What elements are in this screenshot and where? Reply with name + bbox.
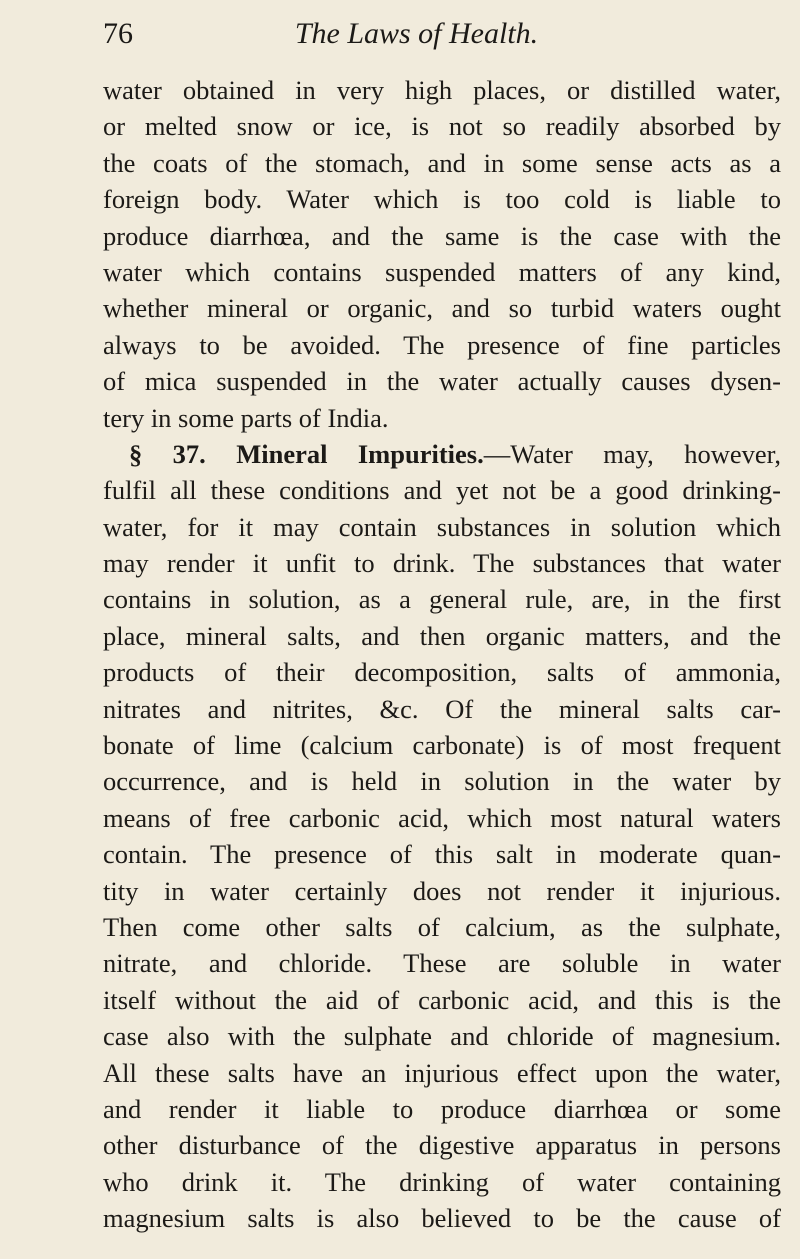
text-line: foreign body. Water which is too cold is liable to <box>103 184 781 215</box>
text-line: tery in some parts of India. <box>103 402 389 433</box>
text-line: produce diarrhœa, and the same is the case with the <box>103 220 781 251</box>
text-line: —Water may, however, <box>483 438 782 469</box>
text-line: place, mineral salts, and then organic matters, and the <box>103 620 781 651</box>
text-line: whether mineral or organic, and so turbid waters ought <box>103 293 781 324</box>
text-line: who drink it. The drinking of water containing <box>103 1166 781 1197</box>
text-line: water which contains suspended matters of any kind, <box>103 256 781 287</box>
text-line: contain. The presence of this salt in moderate quan- <box>103 839 781 870</box>
text-line: or melted snow or ice, is not so readily absorbed by <box>103 111 781 142</box>
text-line: occurrence, and is held in solution in the water by <box>103 766 781 797</box>
text-line: other disturbance of the digestive apparatus in persons <box>103 1130 781 1161</box>
body-text <box>103 72 781 1237</box>
section-line <box>103 436 781 472</box>
text-line: water obtained in very high places, or distilled water, <box>103 75 781 105</box>
text-line: nitrates and nitrites, &c. Of the mineral salts car- <box>103 693 781 724</box>
text-line: bonate of lime (calcium carbonate) is of most frequent <box>103 730 781 761</box>
section-heading: § 37. Mineral Impurities. <box>129 438 484 469</box>
text-line: tity in water certainly does not render it injurious. <box>103 875 781 906</box>
text-line: itself without the aid of carbonic acid, and this is the <box>103 984 781 1015</box>
text-line: of mica suspended in the water actually causes dysen- <box>103 366 781 397</box>
text-line: always to be avoided. The presence of fine particles <box>103 329 781 360</box>
running-title: The Laws of Health. <box>294 17 539 50</box>
text-line: contains in solution, as a general rule, are, in the first <box>103 584 781 615</box>
text-line: All these salts have an injurious effect upon the water, <box>103 1057 781 1088</box>
text-line: means of free carbonic acid, which most natural waters <box>103 802 781 833</box>
text-line: case also with the sulphate and chloride of magnesium. <box>103 1021 781 1052</box>
page-number: 76 <box>103 17 133 50</box>
text-line: products of their decomposition, salts of ammonia, <box>103 657 781 688</box>
text-line: Then come other salts of calcium, as the sulphate, <box>103 911 781 942</box>
text-line: the coats of the stomach, and in some sense acts as a <box>103 147 781 178</box>
text-line: water, for it may contain substances in solution which <box>103 511 781 542</box>
text-line: nitrate, and chloride. These are soluble in water <box>103 948 781 979</box>
text-line: may render it unfit to drink. The substances that water <box>103 548 781 579</box>
text-line: fulfil all these conditions and yet not be a good drinking- <box>103 475 781 506</box>
text-line: and render it liable to produce diarrhœa or some <box>103 1093 781 1124</box>
text-line: magnesium salts is also believed to be the cause of <box>103 1203 781 1234</box>
page-header <box>103 14 710 54</box>
